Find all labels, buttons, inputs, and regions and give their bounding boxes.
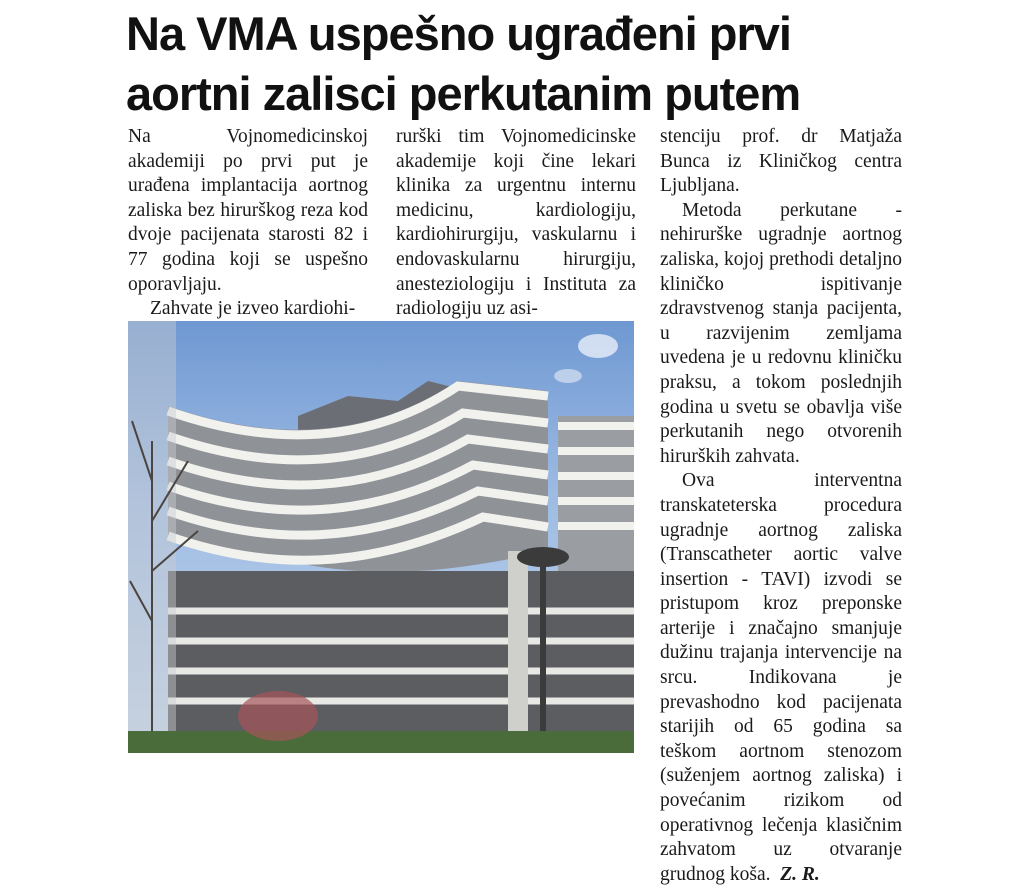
paragraph: Na Vojnomedicinskoj akademiji po prvi put je urađena implantacija aortnog zaliska bez hirurškog reza kod dvoje pacijenata starosti 82 i 77 godina koji se uspešno oporavljaju. xyxy=(128,126,368,295)
building-illustration xyxy=(128,321,634,753)
hospital-building-photo xyxy=(128,321,634,753)
author-signature: Z. R. xyxy=(780,863,820,885)
headline-line-1: Na VMA uspešno ugrađeni prvi xyxy=(126,7,791,60)
headline xyxy=(126,4,926,124)
paragraph: Zahvate je izveo kardiohi- xyxy=(150,298,356,320)
paragraph-text: Ova interventna transkateterska procedura ugradnje aortnog zaliska (Transcatheter aortic valve insertion - TAVI) izvodi se pristupom kroz preponske arterije i značajno smanjuje dužinu trajanja intervencije na srcu. Indikovana je prevashodno kod pacijenata starijih od 65 godina sa teškom aortnom stenozom (suženjem aortnog zaliska) i povećanim rizikom od operativnog lečenja klasičnim zahvatom uz otvaranje grudnog koša. xyxy=(660,470,902,885)
article-column-2 xyxy=(396,125,636,322)
paragraph: rurški tim Vojnomedicinske akademije koji čine lekari klinika za urgentnu internu medicinu, kardiologiju, kardiohirurgiju, vaskularnu i endovaskularnu hirurgiju, anesteziologiju i Instituta za radiologiju uz asi- xyxy=(396,126,636,320)
paragraph: stenciju prof. dr Matjaža Bunca iz Kliničkog centra Ljubljana. xyxy=(660,126,902,197)
article-column-3 xyxy=(660,125,902,887)
paragraph: Metoda perkutane - nehirurške ugradnje aortnog zaliska, kojoj prethodi detaljno kliničko ispitivanje zdravstvenog stanja pacijenta, u razvijenim zemljama uvedena je u redovnu kliničku praksu, a tokom poslednjih godina u svetu se obavlja više perkutanih nego otvorenih hirurških zahvata. xyxy=(660,199,902,467)
article-column-1 xyxy=(128,125,368,322)
headline-line-2: aortni zalisci perkutanim putem xyxy=(126,67,801,120)
paragraph xyxy=(660,469,902,887)
